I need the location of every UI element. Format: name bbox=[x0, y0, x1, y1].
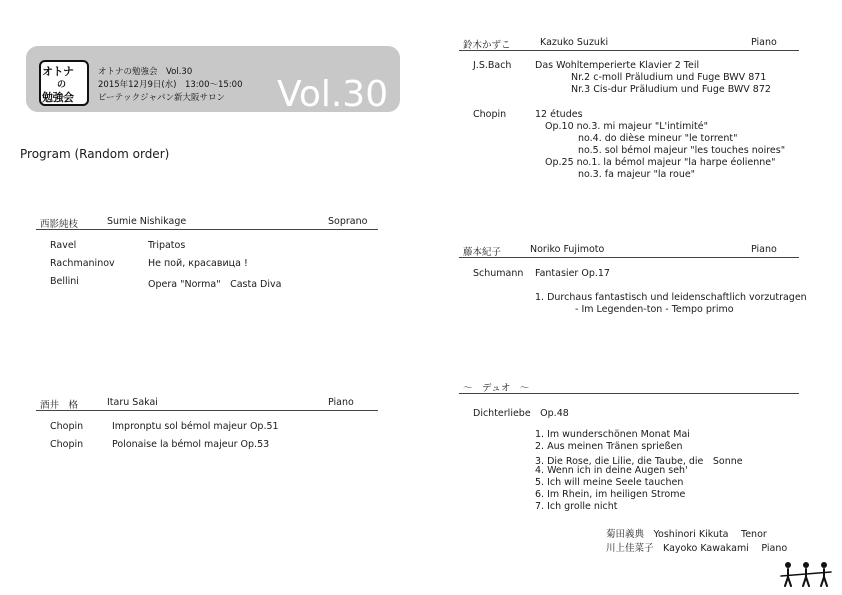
piece-detail: Op.25 no.1. la bémol majeur "la harpe éolienne" bbox=[545, 157, 776, 168]
piece-composer: Ravel bbox=[50, 240, 77, 251]
piece-detail: no.4. do dièse mineur "le torrent" bbox=[578, 133, 738, 144]
event-date-time: 2015年12月9日(水) 13:00～15:00 bbox=[98, 80, 243, 90]
event-logo bbox=[39, 60, 89, 106]
performer-name-en: Kazuko Suzuki bbox=[540, 37, 609, 48]
logo-text-line1: オトナ bbox=[42, 65, 74, 78]
piece-detail: 1. Durchaus fantastisch und leidenschaftlich vorzutragen bbox=[535, 292, 807, 303]
performer-name-jp: 酒井 格 bbox=[40, 400, 79, 411]
performer-role: Piano bbox=[751, 37, 777, 48]
performer-name-en: Sumie Nishikage bbox=[107, 216, 187, 227]
piece-composer: Chopin bbox=[473, 109, 507, 120]
piece-detail: Nr.2 c-moll Präludium und Fuge BWV 871 bbox=[571, 72, 767, 83]
song-item: 6. Im Rhein, im heiligen Strome bbox=[535, 489, 686, 500]
piece-title: Polonaise la bémol majeur Op.53 bbox=[112, 439, 270, 450]
event-venue: ピーテックジャパン新大阪サロン bbox=[98, 93, 225, 103]
volume-number: Vol.30 bbox=[277, 74, 389, 115]
performer-role: Piano bbox=[328, 397, 354, 408]
song-item: 2. Aus meinen Tränen sprießen bbox=[535, 441, 683, 452]
performer-name-jp: 鈴木かずこ bbox=[463, 40, 511, 51]
section-divider bbox=[459, 257, 799, 258]
piece-title: Fantasier Op.17 bbox=[535, 268, 610, 279]
duo-performer: 菊田義典 Yoshinori Kikuta Tenor bbox=[606, 529, 767, 540]
piece-composer: Bellini bbox=[50, 276, 79, 287]
performer-role: Piano bbox=[751, 244, 777, 255]
performer-role: Soprano bbox=[328, 216, 368, 227]
logo-text-line3: 勉強会 bbox=[42, 91, 74, 104]
performer-name-jp: 藤本紀子 bbox=[463, 247, 502, 258]
logo-text-line2: の bbox=[57, 80, 67, 90]
song-item: 3. Die Rose, die Lilie, die Taube, die Sonne bbox=[535, 456, 743, 467]
piece-title: Opera "Norma" Casta Diva bbox=[148, 279, 282, 290]
piece-detail: Op.10 no.3. mi majeur "L'intimité" bbox=[545, 121, 708, 132]
piece-title: 12 études bbox=[535, 109, 583, 120]
song-item: 1. Im wunderschönen Monat Mai bbox=[535, 429, 690, 440]
section-divider bbox=[459, 393, 799, 394]
piece-title: Не пой, красавица ! bbox=[148, 258, 248, 269]
duo-heading: ～ デュオ ～ bbox=[463, 383, 530, 394]
duo-performer: 川上佳菜子 Kayoko Kawakami Piano bbox=[606, 543, 788, 554]
piece-detail: no.3. fa majeur "la roue" bbox=[578, 169, 696, 180]
piece-composer: J.S.Bach bbox=[473, 60, 512, 71]
performer-name-jp: 西影純枝 bbox=[40, 219, 79, 230]
performer-name-en: Itaru Sakai bbox=[107, 397, 158, 408]
piece-title: Impronptu sol bémol majeur Op.51 bbox=[112, 421, 279, 432]
song-item: 5. Ich will meine Seele tauchen bbox=[535, 477, 684, 488]
piece-title: Das Wohltemperierte Klavier 2 Teil bbox=[535, 60, 700, 71]
piece-composer: Chopin bbox=[50, 439, 84, 450]
section-divider bbox=[459, 50, 799, 51]
piece-title: Tripatos bbox=[148, 240, 186, 251]
performer-name-en: Noriko Fujimoto bbox=[530, 244, 605, 255]
program-title: Program (Random order) bbox=[20, 147, 170, 161]
event-name: オトナの勉強会 Vol.30 bbox=[98, 67, 193, 77]
song-item: 4. Wenn ich in deine Augen seh' bbox=[535, 465, 688, 476]
song-item: 7. Ich grolle nicht bbox=[535, 501, 618, 512]
piece-composer: Rachmaninov bbox=[50, 258, 115, 269]
piece-detail: - Im Legenden-ton - Tempo primo bbox=[575, 304, 734, 315]
people-holding-hands-icon bbox=[780, 561, 832, 587]
piece-title: Dichterliebe Op.48 bbox=[473, 408, 569, 419]
piece-composer: Chopin bbox=[50, 421, 84, 432]
piece-detail: Nr.3 Cis-dur Präludium und Fuge BWV 872 bbox=[571, 84, 771, 95]
section-divider bbox=[36, 229, 378, 230]
piece-composer: Schumann bbox=[473, 268, 524, 279]
piece-detail: no.5. sol bémol majeur "les touches noires" bbox=[578, 145, 786, 156]
section-divider bbox=[36, 410, 378, 411]
